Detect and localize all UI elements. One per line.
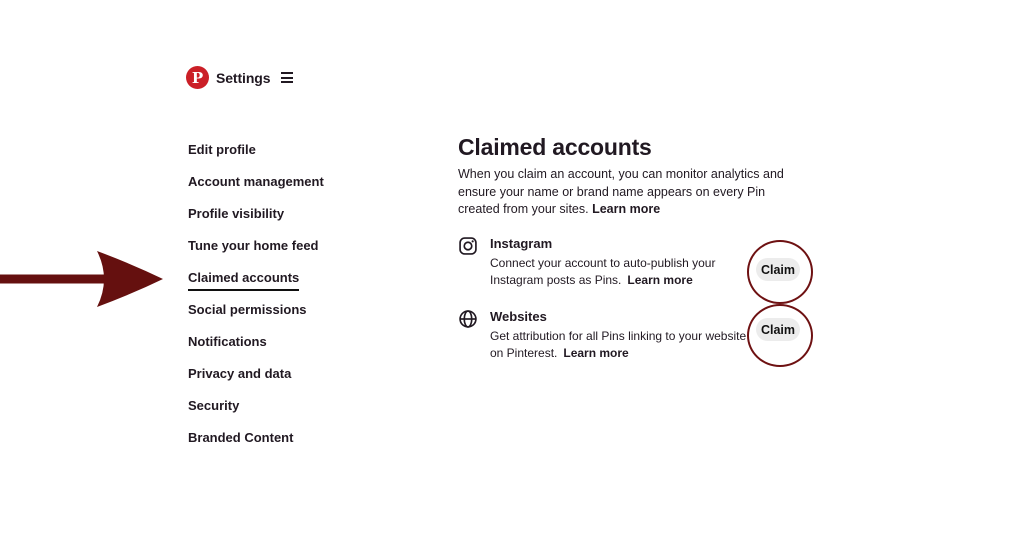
settings-title: Settings: [216, 69, 271, 86]
account-name: Websites: [490, 309, 547, 324]
page-title: Claimed accounts: [458, 134, 652, 160]
claim-instagram-button[interactable]: Claim: [756, 258, 800, 281]
account-description: Get attribution for all Pins linking to your website on Pinterest. Learn more: [490, 329, 747, 360]
sidebar-item-claimed-accounts[interactable]: Claimed accounts: [188, 270, 324, 302]
sidebar-item-branded-content[interactable]: Branded Content: [188, 430, 294, 445]
learn-more-link[interactable]: Learn more: [592, 202, 661, 216]
account-info: [490, 309, 748, 362]
sidebar-item-profile-visibility[interactable]: Profile visibility: [188, 206, 285, 221]
account-row-instagram: [458, 236, 758, 289]
account-description: Connect your account to auto-publish your Instagram posts as Pins. Learn more: [490, 256, 716, 287]
sidebar-item-edit-profile[interactable]: Edit profile: [188, 142, 256, 157]
learn-more-link[interactable]: Learn more: [563, 346, 629, 360]
account-info: [490, 236, 748, 289]
claim-websites-button[interactable]: Claim: [756, 318, 800, 341]
instagram-icon: [458, 236, 478, 256]
annotation-arrow-icon: [0, 247, 166, 311]
learn-more-link[interactable]: Learn more: [627, 273, 693, 287]
sidebar-item-account-management[interactable]: Account management: [188, 174, 324, 189]
account-row-websites: [458, 309, 758, 362]
account-name: Instagram: [490, 236, 553, 251]
page-description: When you claim an account, you can monitor analytics and ensure your name or brand name appears on every Pin created from your sites. Learn more: [458, 167, 784, 216]
globe-icon: [458, 309, 478, 329]
settings-sidebar: [188, 142, 324, 462]
sidebar-item-security[interactable]: Security: [188, 398, 240, 413]
sidebar-item-notifications[interactable]: Notifications: [188, 334, 267, 349]
sidebar-item-tune-your-home-feed[interactable]: Tune your home feed: [188, 238, 319, 253]
sidebar-item-privacy-and-data[interactable]: Privacy and data: [188, 366, 292, 381]
pinterest-logo[interactable]: P: [186, 66, 209, 89]
sidebar-item-social-permissions[interactable]: Social permissions: [188, 302, 307, 317]
settings-header: [186, 66, 293, 89]
hamburger-menu-icon[interactable]: [281, 70, 293, 85]
